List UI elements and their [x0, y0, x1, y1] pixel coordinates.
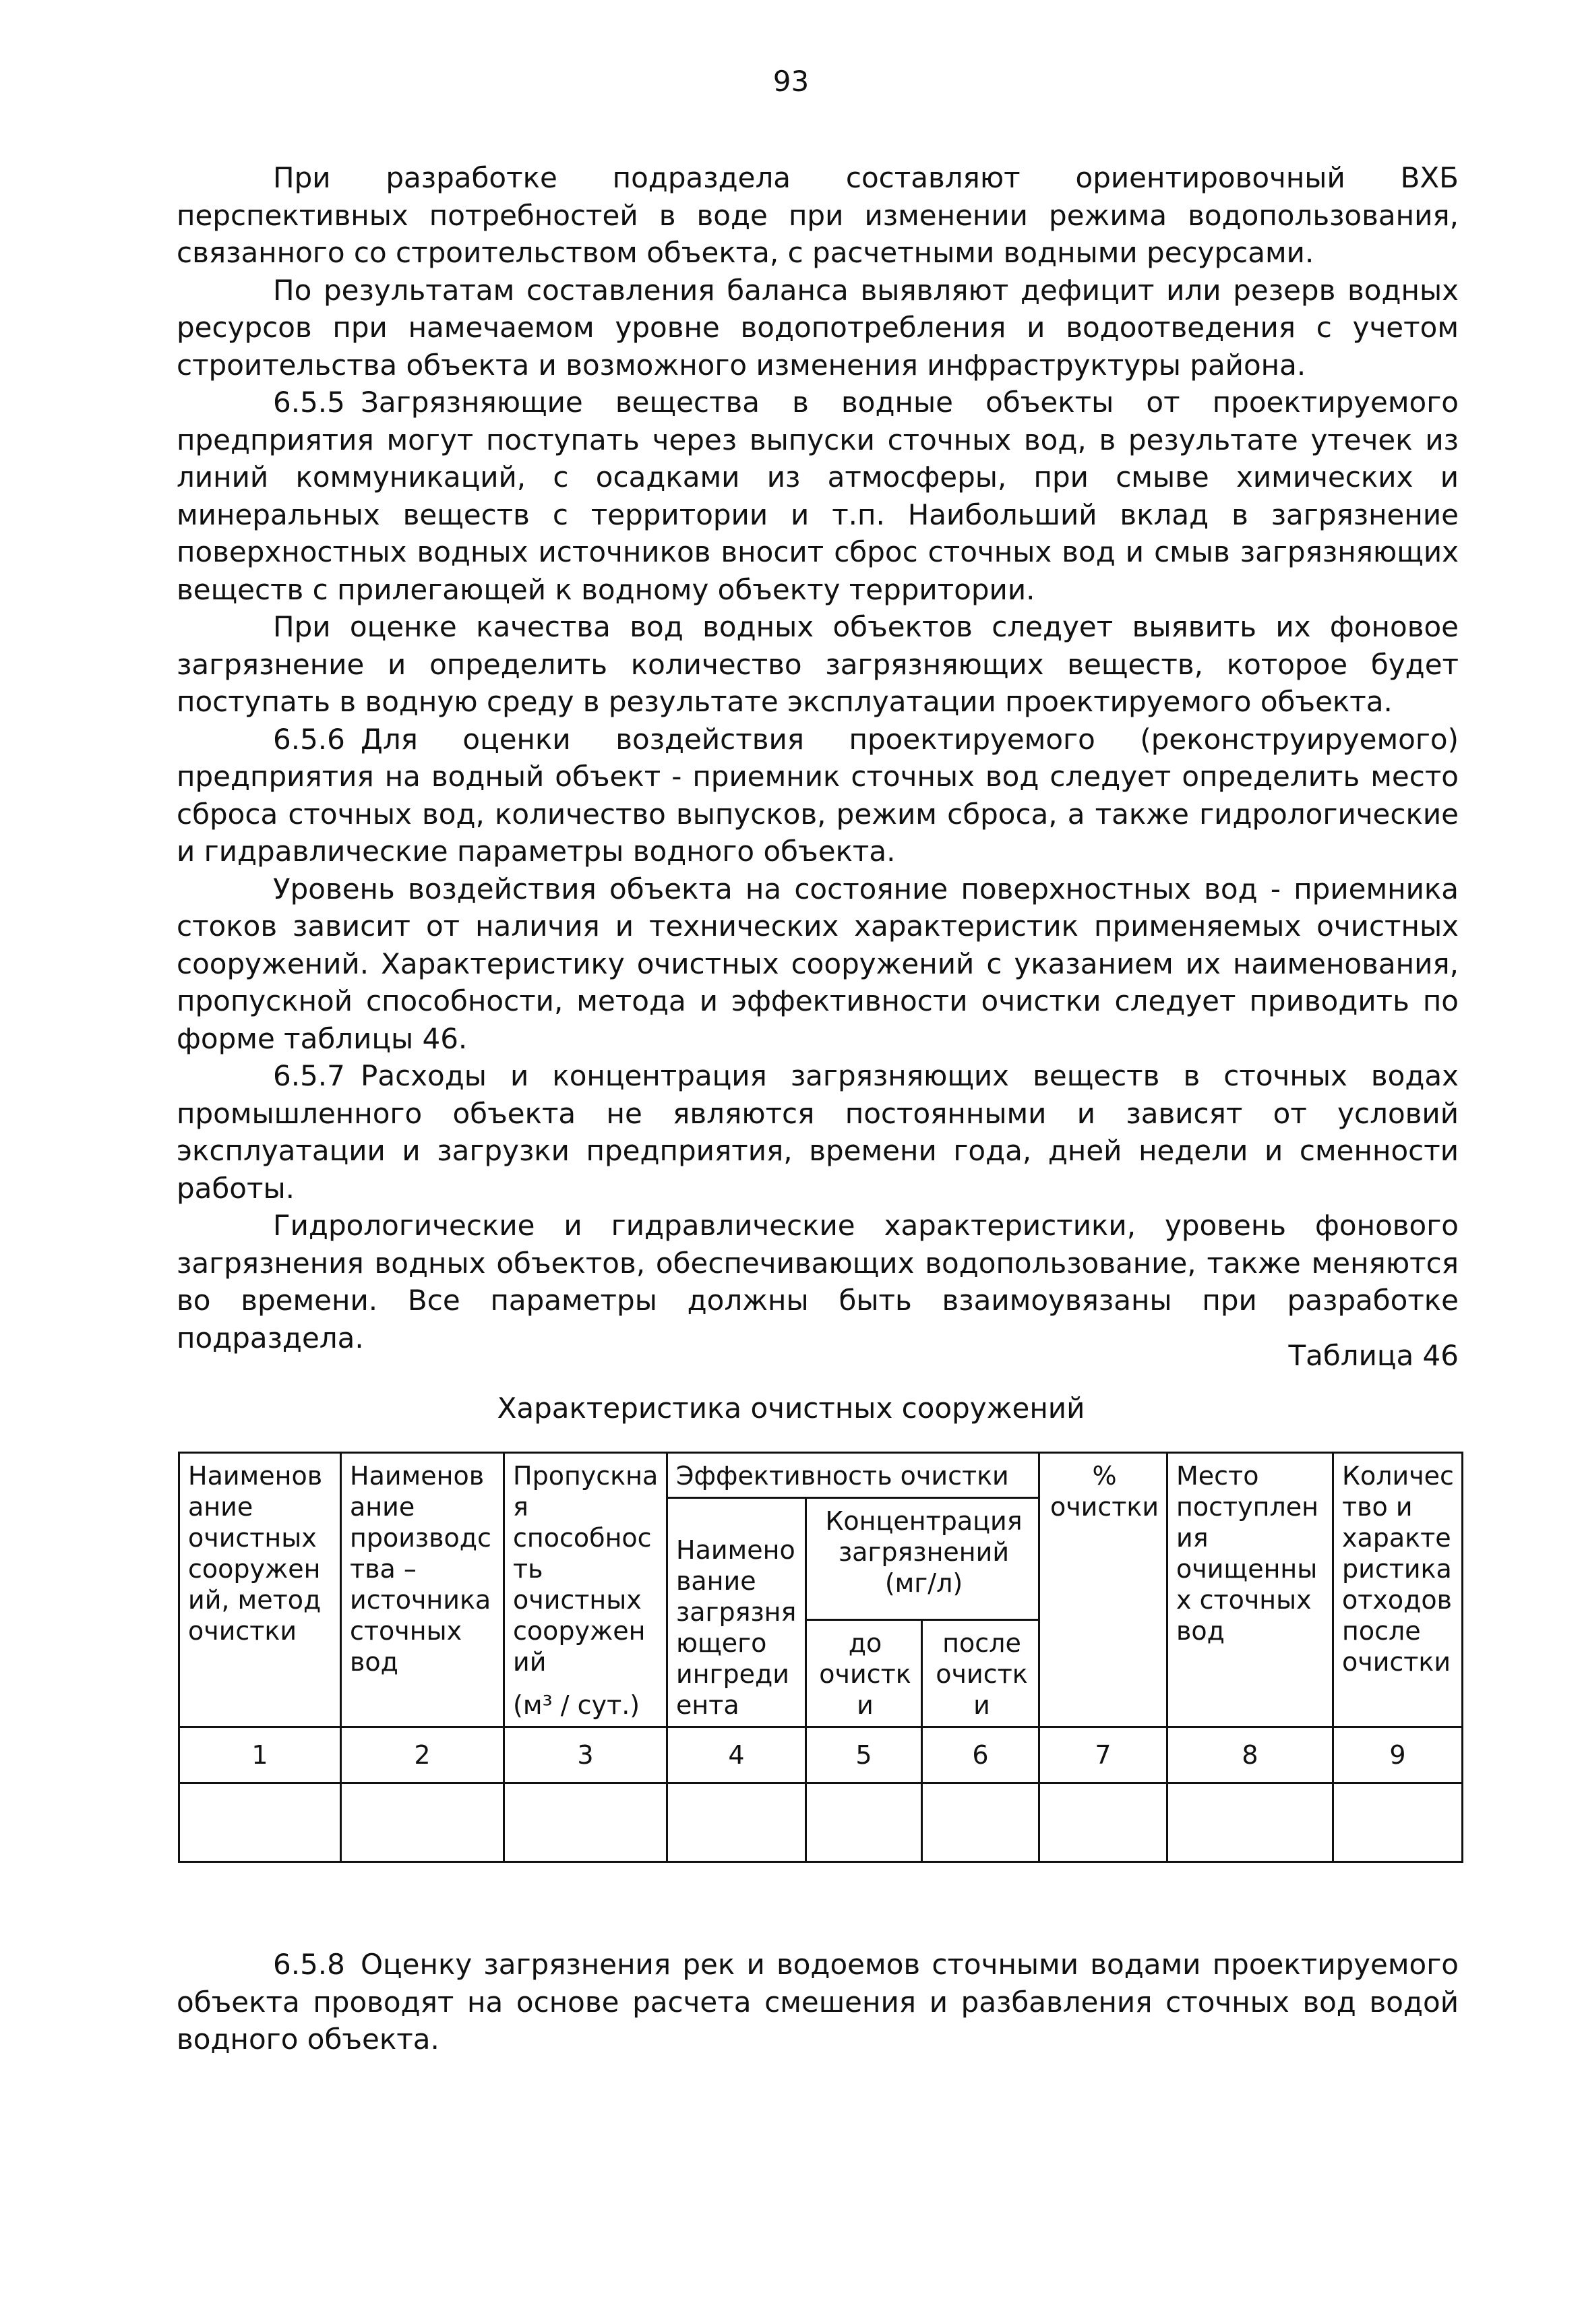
section-number: 6.5.6	[273, 722, 345, 756]
paragraph-text: Гидрологические и гидравлические характеристики, уровень фонового загрязнения водных объектов, обеспечивающих водопользование, также меняются во времени. Все параметры должны быть взаимоувязаны при разработке подраздела.	[177, 1209, 1459, 1354]
table-label: Таблица 46	[1288, 1339, 1459, 1372]
empty-cell	[667, 1783, 806, 1862]
page-number: 93	[772, 65, 810, 98]
paragraph	[177, 1946, 1459, 2058]
header-row	[179, 1453, 1463, 1498]
header-cell: после очистки	[922, 1620, 1039, 1727]
column-number: 9	[1333, 1727, 1463, 1783]
header-unit: (м³ / сут.)	[513, 1690, 640, 1720]
header-cell: Наименование производства – источника сточных вод	[341, 1453, 504, 1727]
section-number: 6.5.5	[273, 386, 345, 419]
paragraph-text: По результатам составления баланса выявляют дефицит или резерв водных ресурсов при намечаемом уровне водопотребления и водоотведения с учетом строительства объекта и возможного изменения инфраструктуры района.	[177, 273, 1459, 382]
paragraph	[177, 721, 1459, 870]
header-cell: Наименование очистных сооружений, метод очистки	[179, 1453, 341, 1727]
empty-cell	[341, 1783, 504, 1862]
empty-row	[179, 1783, 1463, 1862]
paragraph	[177, 608, 1459, 721]
header-cell: Концентрация загрязнений (мг/л)	[806, 1498, 1039, 1620]
paragraph-text: Для оценки воздействия проектируемого (реконструируемого) предприятия на водный объект - приемник сточных вод следует определить место сброса сточных вод, количество выпусков, режим сброса, а также гидрологические и гидравлические параметры водного объекта.	[177, 722, 1459, 868]
paragraph-text: Оценку загрязнения рек и водоемов сточными водами проектируемого объекта проводят на основе расчета смешения и разбавления сточных вод водой водного объекта.	[177, 1948, 1459, 2056]
empty-cell	[806, 1783, 922, 1862]
body-text	[177, 159, 1459, 1357]
header-cell: Наименование загрязняющего ингредиента	[667, 1498, 806, 1727]
empty-cell	[1167, 1783, 1333, 1862]
paragraph	[177, 159, 1459, 272]
column-number: 7	[1039, 1727, 1167, 1783]
section-number: 6.5.8	[273, 1948, 345, 1981]
column-number: 1	[179, 1727, 341, 1783]
paragraph	[177, 272, 1459, 384]
header-cell: Эффективность очистки	[667, 1453, 1039, 1498]
header-cell: Количество и характеристика отходов после очистки	[1333, 1453, 1463, 1727]
paragraph-text: При разработке подраздела составляют ориентировочный ВХБ перспективных потребностей в воде при изменении режима водопользования, связанного со строительством объекта, с расчетными водными ресурсами.	[177, 161, 1459, 269]
column-number: 2	[341, 1727, 504, 1783]
header-cell	[504, 1453, 667, 1727]
empty-cell	[922, 1783, 1039, 1862]
empty-cell	[504, 1783, 667, 1862]
paragraph	[177, 870, 1459, 1058]
column-number: 3	[504, 1727, 667, 1783]
header-text: Пропускная способность очистных сооружений	[513, 1461, 659, 1677]
column-number-row	[179, 1727, 1463, 1783]
paragraph	[177, 384, 1459, 608]
column-number: 6	[922, 1727, 1039, 1783]
column-number: 8	[1167, 1727, 1333, 1783]
after-table-text	[177, 1946, 1459, 2058]
header-cell: Место поступления очищенных сточных вод	[1167, 1453, 1333, 1727]
paragraph	[177, 1207, 1459, 1357]
empty-cell	[1039, 1783, 1167, 1862]
paragraph-text: Загрязняющие вещества в водные объекты от проектируемого предприятия могут поступать через выпуски сточных вод, в результате утечек из линий коммуникаций, с осадками из атмосферы, при смыве химических и минеральных веществ с территории и т.п. Наибольший вклад в загрязнение поверхностных водных источников вносит сброс сточных вод и смыв загрязняющих веществ с прилегающей к водному объекту территории.	[177, 386, 1459, 606]
empty-cell	[179, 1783, 341, 1862]
table-title: Характеристика очистных сооружений	[497, 1392, 1085, 1425]
paragraph	[177, 1057, 1459, 1207]
empty-cell	[1333, 1783, 1463, 1862]
column-number: 5	[806, 1727, 922, 1783]
paragraph-text: При оценке качества вод водных объектов следует выявить их фоновое загрязнение и определить количество загрязняющих веществ, которое будет поступать в водную среду в результате эксплуатации проектируемого объекта.	[177, 610, 1459, 718]
section-number: 6.5.7	[273, 1059, 345, 1092]
header-cell: % очистки	[1039, 1453, 1167, 1727]
column-number: 4	[667, 1727, 806, 1783]
paragraph-text: Расходы и концентрация загрязняющих веществ в сточных водах промышленного объекта не являются постоянными и зависят от условий эксплуатации и загрузки предприятия, времени года, дней недели и сменности работы.	[177, 1059, 1459, 1205]
paragraph-text: Уровень воздействия объекта на состояние поверхностных вод - приемника стоков зависит от наличия и технических характеристик применяемых очистных сооружений. Характеристику очистных сооружений с указанием их наименования, пропускной способности, метода и эффективности очистки следует приводить по форме таблицы 46.	[177, 872, 1459, 1055]
wastewater-treatment-table	[178, 1452, 1463, 1863]
header-cell: до очистки	[806, 1620, 922, 1727]
